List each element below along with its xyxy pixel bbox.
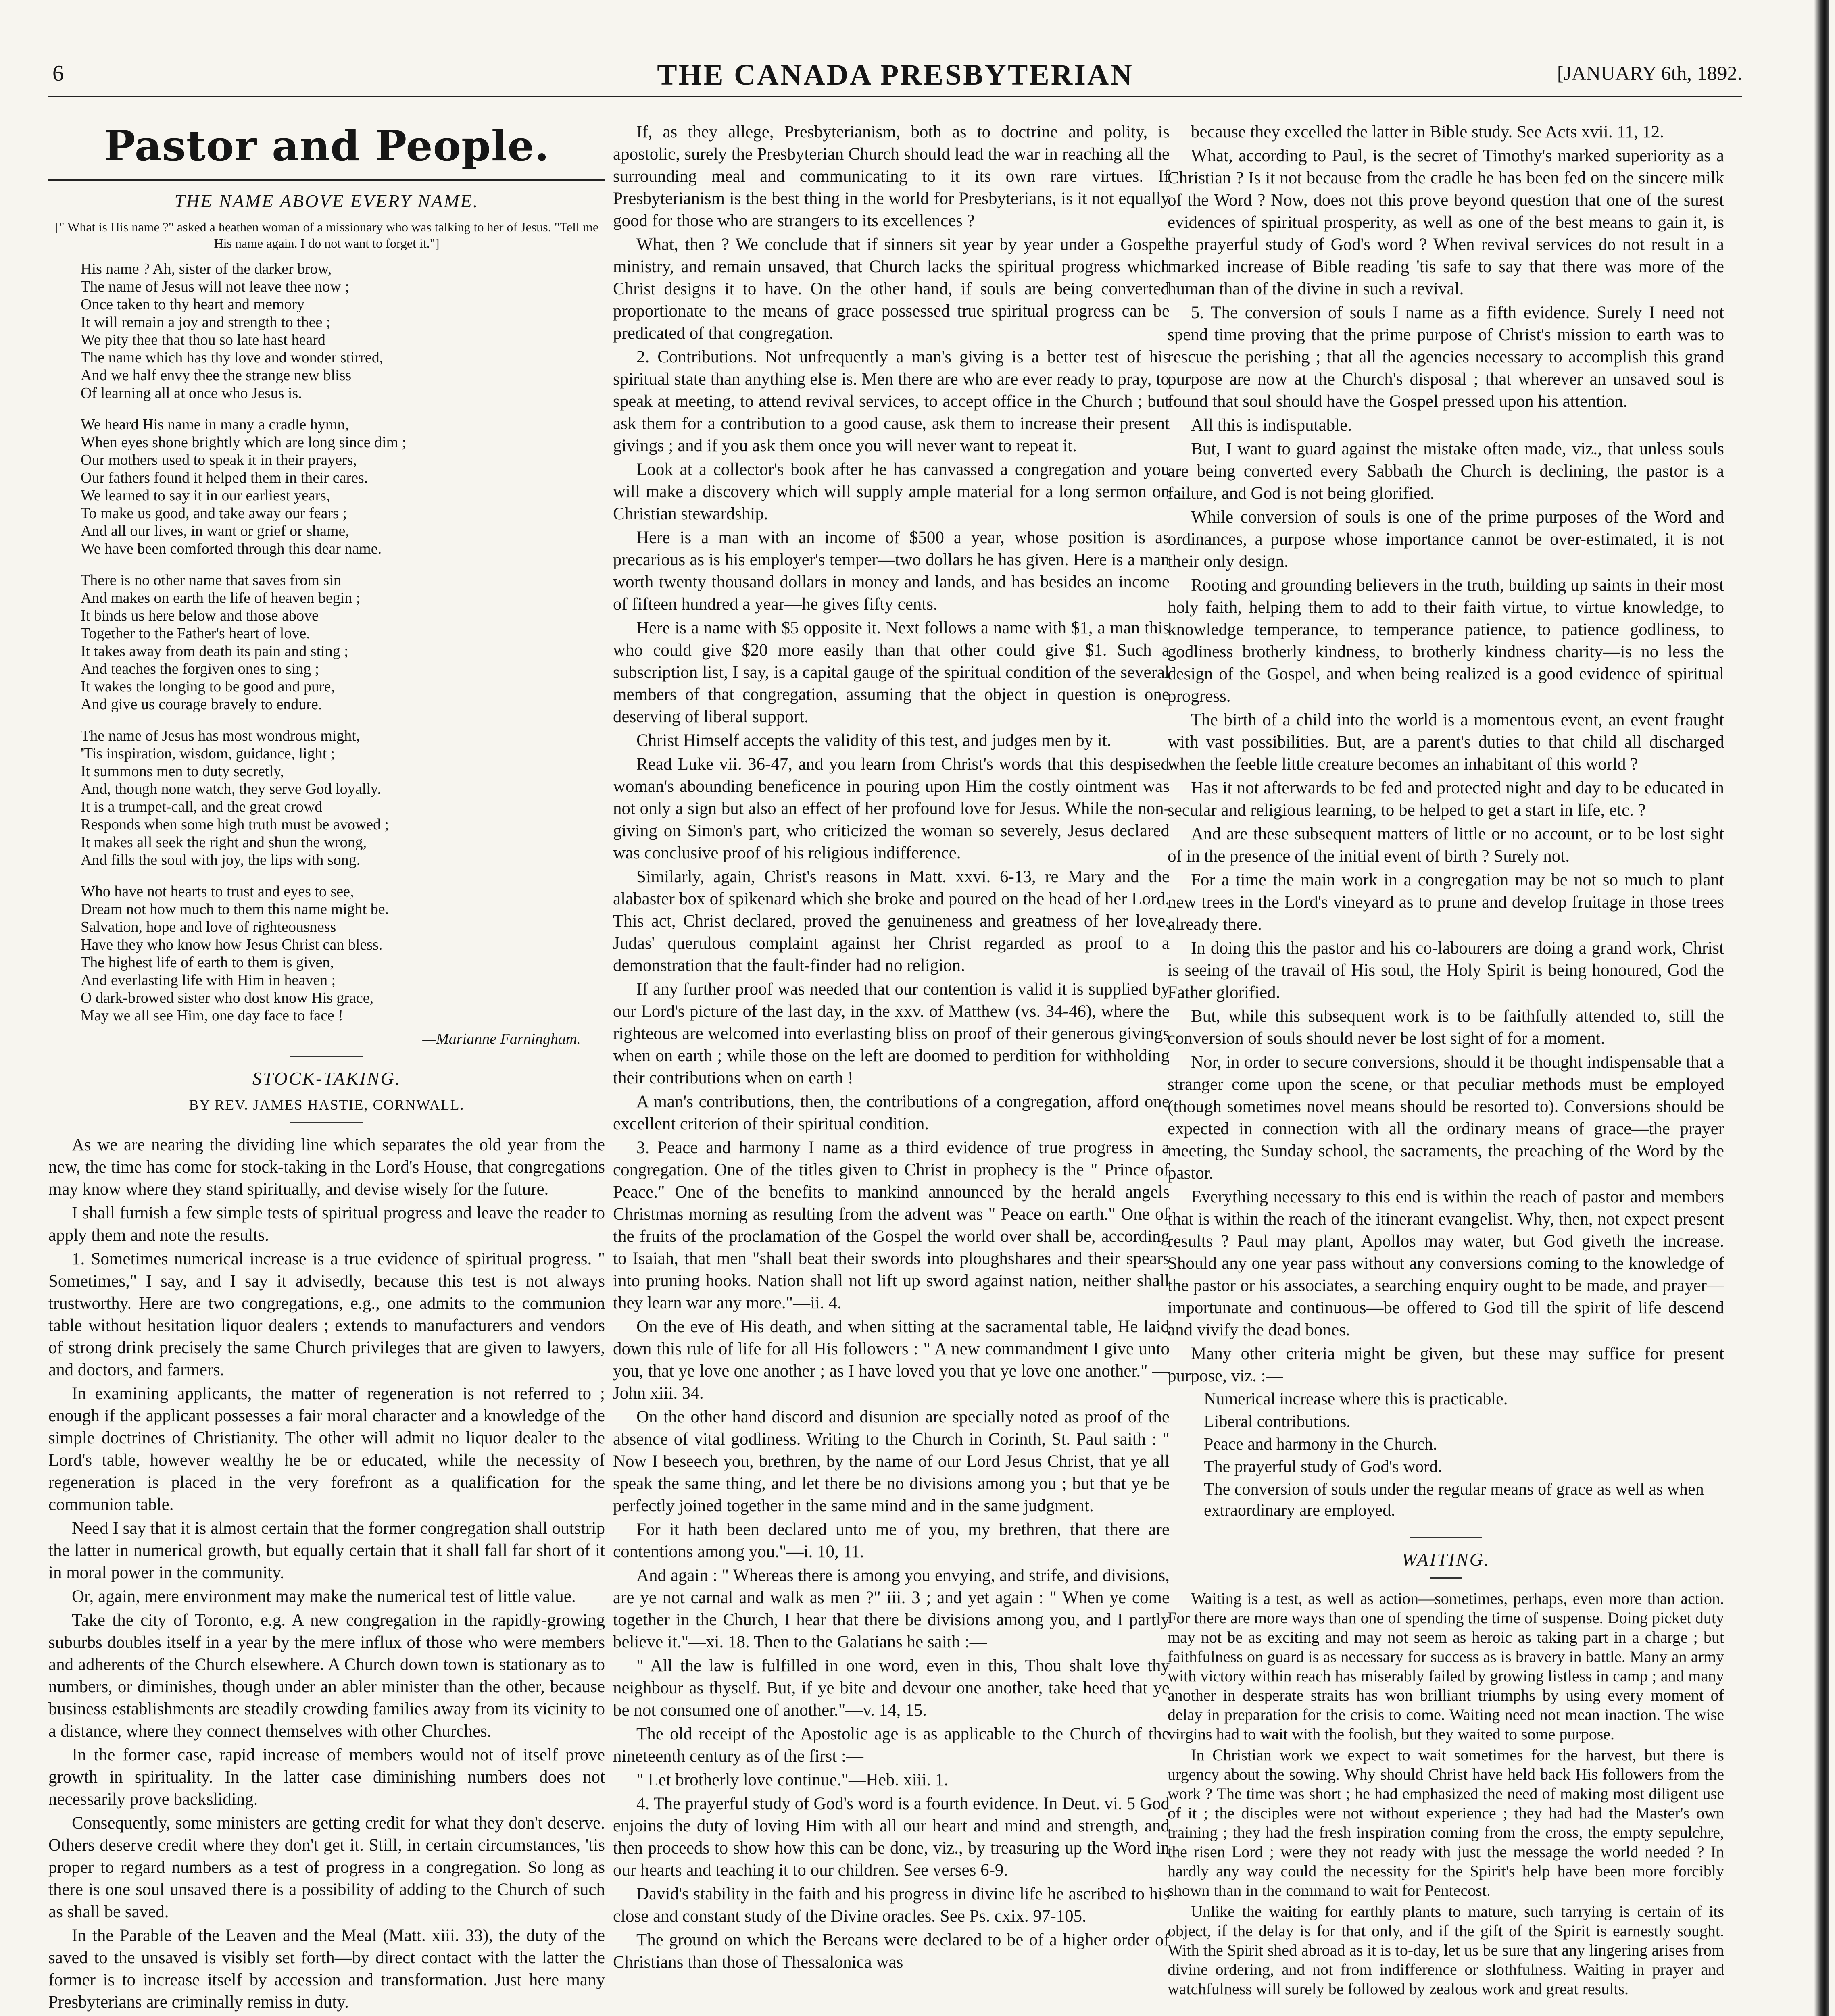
poem-line: Once taken to thy heart and memory [81,296,305,313]
poem-line: Have they who know how Jesus Christ can bless. [81,936,383,953]
paragraph: If, as they allege, Presbyterianism, both as to doctrine and polity, is apostolic, surely the Presbyterian Church should lead the war in reaching all the surrounding meal and communicating to it its own rare virtues. If Presbyterianism is the best thing in the world for Presbyterians, is it not equally good for those who are strangers to its excellences ? [613,123,1170,230]
poem-stanza [81,260,605,402]
poem-stanza [81,416,605,558]
poem-line: And makes on earth the life of heaven begin ; [81,589,361,606]
poem-line: It wakes the longing to be good and pure, [81,678,335,695]
poem-line: It will remain a joy and strength to thee ; [81,314,331,331]
poem-line: Salvation, hope and love of righteousness [81,918,336,935]
paragraph: On the other hand discord and disunion are specially noted as proof of the absence of vital godliness. Writing to the Church in Corinth, St. Paul saith : " Now I beseech you, brethren, by the name of our Lord Jesus Christ, that ye all speak the same thing, and let there be no divisions among you ; but that ye be perfectly joined together in the same mind and in the same judgment. [613,1408,1170,1515]
paragraph: In Christian work we expect to wait sometimes for the harvest, but there is urgency about the sowing. Why should Christ have held back His followers from the work ? The time was short ; he had emphasized the need of making most diligent use of it ; the disciples were not without experience ; they had had the Master's own training ; they had the fresh inspiration coming from the cross, the empty sepulchre, the risen Lord ; were they not ready with just the message the world needed ? In hardly any way could the necessity for the Spirit's help have been more forcibly shown than in the command to wait for Pentecost. [1168,1746,1724,1899]
waiting-title: WAITING. [1401,1549,1490,1570]
paragraph: While conversion of souls is one of the prime purposes of the Word and ordinances, a purpose whose importance cannot be over-estimated, it is not their only design. [1168,508,1724,571]
poem-line: Responds when some high truth must be avowed ; [81,816,389,833]
paragraph: The ground on which the Bereans were declared to be of a higher order of Christians than those of Thessalonica was [613,1931,1170,1972]
poem-line: The highest life of earth to them is given, [81,954,334,971]
poem [48,260,605,1025]
poem-line: And fills the soul with joy, the lips with song. [81,852,361,868]
issue-date: [JANUARY 6th, 1892. [1557,62,1742,84]
paragraph: " All the law is fulfilled in one word, even in this, Thou shalt love thy neighbour as thyself. But, if ye bite and devour one another, take heed that ye be not consumed one of another."—v. 14, 15. [613,1656,1170,1720]
paragraph: Christ Himself accepts the validity of this test, and judges men by it. [636,731,1111,750]
paragraph: 5. The conversion of souls I name as a fifth evidence. Surely I need not spend time proving that the prime purpose of Christ's mission to earth was to rescue the perishing ; that all the agencies necessary to accomplish this grand purpose are now at the Church's disposal ; that wherever an unsaved soul is found that soul should have the Gospel pressed upon his attention. [1168,303,1724,411]
poem-line: We have been comforted through this dear name. [81,540,382,557]
poem-line: When eyes shone brightly which are long since dim ; [81,434,407,451]
paragraph: And are these subsequent matters of little or no account, or to be lost sight of in the presence of the initial event of birth ? Surely not. [1168,825,1724,866]
poem-line: 'Tis inspiration, wisdom, guidance, light ; [81,745,335,762]
waiting-divider [1410,1537,1482,1538]
article-body-2 [613,121,1170,1973]
masthead [48,58,1742,92]
poem-line: Our fathers found it helped them in their cares. [81,469,368,486]
paragraph: Look at a collector's book after he has canvassed a congregation and you will make a discovery which will supply ample material for a long sermon on Christian stewardship. [613,460,1170,523]
poem-line: The name which has thy love and wonder stirred, [81,349,384,366]
paragraph: For it hath been declared unto me of you, my brethren, that there are contentions among you."—i. 10, 11. [613,1520,1170,1561]
paragraph: Rooting and grounding believers in the truth, building up saints in their most holy faith, helping them to add to their faith virtue, to virtue knowledge, to knowledge temperance, to temperance patience, to patience godliness, to godliness brotherly kindness, to brotherly kindness charity—is no less the design of the Gospel, and when being realized is a good evidence of spiritual progress. [1168,576,1724,706]
masthead-rule [48,96,1742,97]
poem-line: It is a trumpet-call, and the great crowd [81,798,323,815]
article-body-3 [1168,121,1724,1387]
paragraph: But, I want to guard against the mistake often made, viz., that unless souls are being converted every Sabbath the Church is declining, the pastor is a failure, and God is not being glorified. [1168,439,1724,503]
poem-line: May we all see Him, one day face to face ! [81,1007,343,1024]
article-title: STOCK-TAKING. [252,1068,401,1089]
poem-line: And all our lives, in want or grief or shame, [81,523,349,539]
criteria-item: Liberal contributions. [1204,1412,1351,1431]
paragraph: The birth of a child into the world is a momentous event, an event fraught with vast possibilities. But, are a parent's duties to that child all discharged when the feeble little creature becomes an inhabitant of this world ? [1168,710,1724,774]
paragraph: Or, again, mere environment may make the numerical test of little value. [72,1587,576,1606]
criteria-item: Numerical increase where this is practicable. [1204,1390,1508,1408]
paragraph: If any further proof was needed that our contention is valid it is supplied by our Lord's picture of the last day, in the xxv. of Matthew (vs. 34-46), where the righteous are welcomed into everlasting bliss on proof of their generous givings when on earth ; while those on the left are doomed to perdition for withholding their contributions when on earth ! [613,980,1170,1087]
paragraph: Read Luke vii. 36-47, and you learn from Christ's words that this despised woman's abounding beneficence in pouring upon Him the costly ointment was not only a sign but also an effect of her profound love for Jesus. While the non-giving on Simon's part, who criticized the woman so severely, Jesus declared was conclusive proof of his religious indifference. [613,755,1170,862]
poem-line: It makes all seek the right and shun the wrong, [81,834,367,851]
poem-stanza [81,571,605,713]
criteria-item: The prayerful study of God's word. [1204,1458,1442,1476]
paragraph: Everything necessary to this end is within the reach of pastor and members that is within the reach of the itinerant evangelist. Why, then, not expect present results ? Paul may plant, Apollos may water, but God giveth the increase. Should any one year pass without any conversions coming to the knowledge of the pastor or his associates, a searching enquiry ought to be made, and prayer—importunate and continuous—be offered to God till the spirit of life descend and vivify the dead bones. [1168,1187,1724,1339]
paragraph: For a time the main work in a congregation may be not so much to plant new trees in the Lord's vineyard as to prune and develop fruitage in those trees already there. [1168,871,1724,934]
poem-line: The name of Jesus will not leave thee now ; [81,278,349,295]
scan-edge [1814,0,1829,2016]
criteria-item: Peace and harmony in the Church. [1204,1435,1437,1454]
paragraph: Need I say that it is almost certain that the former congregation shall outstrip the latter in numerical growth, but equally certain that it shall fall far short of it in moral power in the community. [48,1519,605,1582]
waiting-rule [1430,1577,1462,1579]
poem-author: —Marianne Farningham. [422,1031,581,1048]
paragraph: 2. Contributions. Not unfrequently a man's giving is a better test of his spiritual state than anything else is. Men there are who are ever ready to pray, to speak at meeting, to attend revival services, to accept office in the Church ; but ask them for a contribution to a good cause, ask them to increase their present givings ; and if you ask them once you will never want to repeat it. [613,348,1170,455]
paragraph: Unlike the waiting for earthly plants to mature, such tarrying is certain of its object, if the delay is for that only, and if the gift of the Spirit is earnestly sought. With the Spirit shed abroad as it is to-day, let us be sure that any lingering arises from divine ordering, and not from indifference or slothfulness. Waiting in prayer and watchfulness will surely be followed by zealous work and great results. [1168,1902,1724,1998]
poem-line: We learned to say it in our earliest years, [81,487,330,504]
paragraph: Here is a name with $5 opposite it. Next follows a name with $1, a man this who could give $20 more easily than that other could give $1. Such a subscription list, I say, is a capital gauge of the spiritual condition of the several members of that congregation, assuming that the object in question is one deserving of liberal support. [613,619,1170,726]
column-2 [613,121,1170,2016]
paragraph: All this is indisputable. [1191,416,1352,435]
poem-line: Of learning all at once who Jesus is. [81,385,302,402]
paragraph: In the Parable of the Leaven and the Meal (Matt. xiii. 33), the duty of the saved to the unsaved is visibly set forth—by direct contact with the latter the former is to increase itself by accession and transformation. Just here many Presbyterians are criminally remiss in duty. [48,1926,605,2012]
poem-stanza [81,727,605,869]
poem-stanza [81,883,605,1025]
paragraph: What, according to Paul, is the secret of Timothy's marked superiority as a Christian ? Is it not because from the cradle he has been fed on the sincere milk of the Word ? Now, does not this prove beyond question that one of the surest evidences of spiritual prosperity, as well as one of the best means to gain it, is the prayerful study of God's word ? When revival services do not result in a marked increase of Bible reading 'tis safe to say that there was more of the human than of the divine in such a revival. [1168,146,1724,298]
waiting-body [1168,1589,1724,1999]
paragraph: What, then ? We conclude that if sinners sit year by year under a Gospel ministry, and remain unsaved, that Church lacks the spiritual progress which Christ designs it to have. On the other hand, if souls are being converted proportionate to the means of grace possessed true spiritual progress can be predicated of that congregation. [613,235,1170,343]
paragraph: I shall furnish a few simple tests of spiritual progress and leave the reader to apply them and note the results. [48,1204,605,1245]
article-divider [290,1056,363,1057]
paragraph: 1. Sometimes numerical increase is a true evidence of spiritual progress. " Sometimes," I say, and I say it advisedly, because this test is not always trustworthy. Here are two congregations, e.g., one admits to the communion table without hesitation liquor dealers ; extends to manufacturers and vendors of strong drink precisely the same Church privileges that are given to lawyers, and doctors, and farmers. [48,1250,605,1379]
section-title: Pastor and People. [104,121,550,171]
paragraph: Waiting is a test, as well as action—sometimes, perhaps, even more than action. For there are more ways than one of spending the time of suspense. Doing picket duty may not be as exciting and may not seem as heroic as taking part in a charge ; but faithfulness on guard is as necessary for success as is bravery in battle. Many an army with victory within reach has miserably failed by growing listless in camp ; and many another in desperate straits has won brilliant triumphs by using every moment of delay in preparation for the crisis to come. Waiting need not mean inaction. The wise virgins had to wait with the foolish, but they waited to some purpose. [1168,1589,1724,1743]
poem-note: [" What is His name ?" asked a heathen woman of a missionary who was talking to her of Jesus. "Tell me His name again. I do not want to forget it."] [54,220,599,250]
paragraph: Many other criteria might be given, but these may suffice for present purpose, viz. :— [1168,1344,1724,1385]
byline: BY REV. JAMES HASTIE, CORNWALL. [189,1097,465,1113]
paragraph: As we are nearing the dividing line which separates the old year from the new, the time has come for stock-taking in the Lord's House, that congregations may know where they stand spiritually, and devise wisely for the future. [48,1135,605,1199]
paragraph: In examining applicants, the matter of regeneration is not referred to ; enough if the applicant possesses a fair moral character and a knowledge of the simple doctrines of Christianity. The other will admit no liquor dealer to the Lord's table, however wealthy he be or educated, while the necessity of regeneration is placed in the very forefront as a qualification for the communion table. [48,1384,605,1514]
poem-line: And we half envy thee the strange new bliss [81,367,352,384]
page-number: 6 [52,61,64,86]
paragraph: Has it not afterwards to be fed and protected night and day to be educated in secular and religious learning, to be helped to get a start in life, etc. ? [1168,779,1724,820]
paragraph: The old receipt of the Apostolic age is as applicable to the Church of the nineteenth century as of the first :— [613,1724,1170,1766]
paper-name: THE CANADA PRESBYTERIAN [657,58,1134,92]
criteria-item: The conversion of souls under the regular means of grace as well as when extraordinary are employed. [1204,1480,1704,1520]
poem-line: And teaches the forgiven ones to sing ; [81,660,319,677]
poem-line: And everlasting life with Him in heaven ; [81,972,336,989]
poem-line: To make us good, and take away our fears ; [81,505,347,522]
article-body-1 [48,1134,605,2016]
paragraph: But, while this subsequent work is to be faithfully attended to, still the conversion of souls should never be lost sight of for a moment. [1168,1007,1724,1048]
criteria-list [1168,1389,1724,1521]
poem-line: Together to the Father's heart of love. [81,625,310,642]
paragraph: Consequently, some ministers are getting credit for what they don't deserve. Others deserve credit where they don't get it. Still, in certain circumstances, 'tis proper to regard numbers as a test of progress in a congregation. So long as there is one soul unsaved there is a possibility of adding to the Church of such as shall be saved. [48,1814,605,1921]
poem-line: It takes away from death its pain and sting ; [81,643,348,660]
paragraph: On the eve of His death, and when sitting at the sacramental table, He laid down this rule of life for all His followers : " A new commandment I give unto you, that ye love one another ; as I have loved you that ye love one another." —John xiii. 34. [613,1317,1170,1403]
poem-line: We pity thee that thou so late hast heard [81,331,325,348]
section-divider [48,179,605,181]
poem-line: Our mothers used to speak it in their prayers, [81,452,357,469]
poem-line: There is no other name that saves from sin [81,572,341,589]
poem-line: Who have not hearts to trust and eyes to see, [81,883,354,900]
paragraph: 4. The prayerful study of God's word is a fourth evidence. In Deut. vi. 5 God enjoins the duty of loving Him with all our heart and mind and strength, and then proceeds to show how this can be done, viz., by treasuring up the Word in our hearts and teaching it to our children. See verses 6-9. [613,1794,1170,1880]
poem-title: THE NAME ABOVE EVERY NAME. [174,191,479,211]
paragraph: Take the city of Toronto, e.g. A new congregation in the rapidly-growing suburbs doubles itself in a year by the mere influx of those who were members and adherents of the Church elsewhere. A Church down town is stationary as to numbers, or diminishes, though under an abler minister than the other, because business establishments are steadily crowding families away from its vicinity to a distance, where they connect themselves with other Churches. [48,1611,605,1741]
poem-line: The name of Jesus has most wondrous might, [81,727,360,744]
poem-line: It summons men to duty secretly, [81,763,284,780]
column-3 [1168,121,1724,2016]
column-1 [48,121,605,2016]
paragraph: because they excelled the latter in Bible study. See Acts xvii. 11, 12. [1191,123,1664,142]
paragraph: Similarly, again, Christ's reasons in Matt. xxvi. 6-13, re Mary and the alabaster box of spikenard which she broke and poured on the head of her Lord. This act, Christ declared, proved the genuineness and greatness of her love. Judas' querulous complaint against her Christ regarded as proof to a demonstration that the fault-finder had no religion. [613,867,1170,975]
paragraph: 3. Peace and harmony I name as a third evidence of true progress in a congregation. One of the titles given to Christ in prophecy is the " Prince of Peace." One of the benefits to mankind announced by the herald angels Christmas morning as resulting from the advent was " Peace on earth." One of the fruits of the proclamation of the Gospel the world over shall be, according to Isaiah, that men "shall beat their swords into ploughshares and their spears into pruning hooks. Nation shall not lift up sword against nation, neither shall they learn war any more."—ii. 4. [613,1138,1170,1312]
poem-line: O dark-browed sister who dost know His grace, [81,989,374,1006]
paragraph: Nor, in order to secure conversions, should it be thought indispensable that a stranger come upon the scene, or that peculiar methods must be employed (though sometimes novel means should be resorted to). Conversions should be expected in connection with all the ordinary means of grace—the prayer meeting, the Sunday school, the sacraments, the preaching of the Word by the pastor. [1168,1053,1724,1183]
paragraph: David's stability in the faith and his progress in divine life he ascribed to his close and constant study of the Divine oracles. See Ps. cxix. 97-105. [613,1885,1170,1926]
paragraph: And again : " Whereas there is among you envying, and strife, and divisions, are ye not carnal and walk as men ?" iii. 3 ; and yet again : " When ye come together in the Church, I hear that there be divisions among you, and I partly believe it."—xi. 18. Then to the Galatians he saith :— [613,1566,1170,1652]
paragraph: A man's contributions, then, the contributions of a congregation, afford one excellent criterion of their spiritual condition. [613,1092,1170,1133]
byline-rule [290,1122,363,1123]
poem-line: Dream not how much to them this name might be. [81,901,389,918]
poem-line: And, though none watch, they serve God loyally. [81,781,381,798]
poem-line: We heard His name in many a cradle hymn, [81,416,349,433]
poem-line: And give us courage bravely to endure. [81,696,322,713]
paragraph: " Let brotherly love continue."—Heb. xiii. 1. [636,1770,949,1789]
paragraph: In doing this the pastor and his co-labourers are doing a grand work, Christ is seeing of the travail of His soul, the Holy Spirit is being honoured, God the Father glorified. [1168,939,1724,1002]
paragraph: Here is a man with an income of $500 a year, whose position is as precarious as is his employer's temper—two dollars he has given. Here is a man worth twenty thousand dollars in money and lands, and has besides an income of fifteen hundred a year—he gives fifty cents. [613,528,1170,614]
poem-line: It binds us here below and those above [81,607,319,624]
poem-line: His name ? Ah, sister of the darker brow, [81,260,332,277]
paragraph: In the former case, rapid increase of members would not of itself prove growth in spirituality. In the latter case diminishing numbers does not necessarily prove backsliding. [48,1745,605,1809]
